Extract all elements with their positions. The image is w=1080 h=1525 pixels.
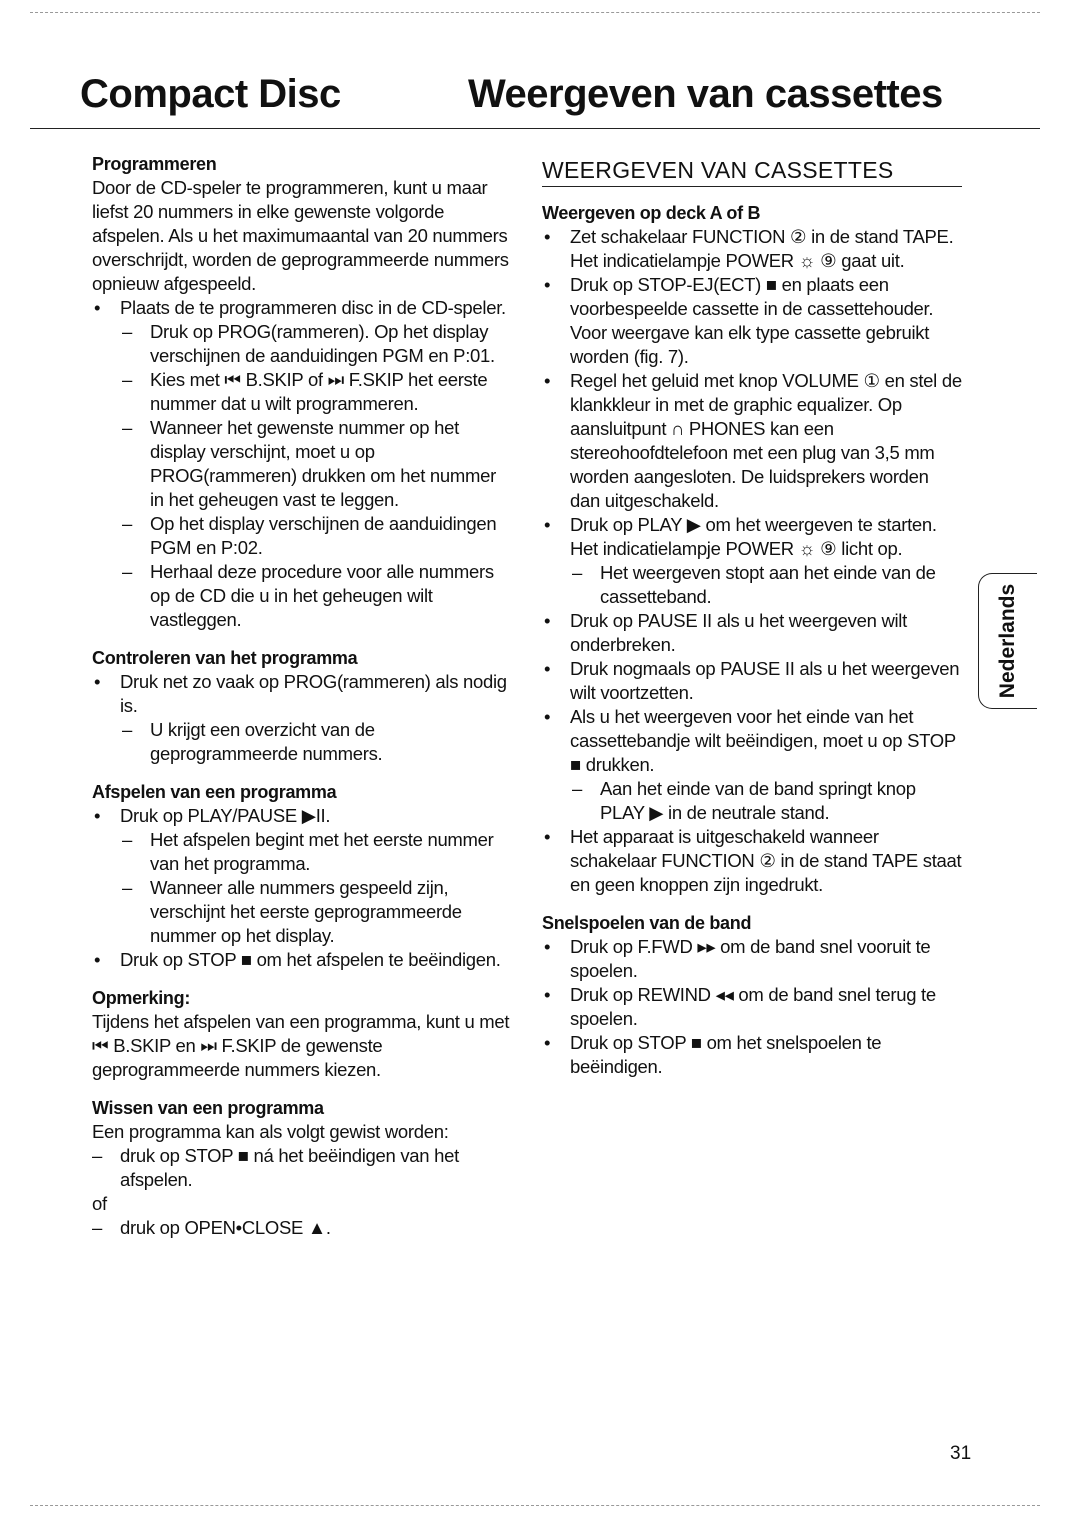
section bbox=[92, 1096, 512, 1240]
dash-item: – Druk op PROG(rammeren). Op het display verschijnen de aanduidingen PGM en P:01. bbox=[92, 320, 512, 368]
bullet-item: • Druk op PLAY/PAUSE ▶II. bbox=[92, 804, 512, 828]
bullet-item: • Druk op STOP-EJ(ECT) ■ en plaats een voorbespeelde cassette in de cassettehouder. Voor weergave kan elk type cassette gebruikt worden (fig. 7). bbox=[542, 273, 962, 369]
bullet-item: • Druk op PLAY ▶ om het weergeven te starten. Het indicatielampje POWER ☼ ⑨ licht op. bbox=[542, 513, 962, 561]
scan-artifact bbox=[30, 1505, 1040, 1506]
bullet-item: • Regel het geluid met knop VOLUME ① en stel de klankkleur in met de graphic equalizer. Op aansluitpunt ∩ PHONES kan een stereohoofdtelefoon met een plug van 3,5 mm worden aangesloten. De luidsprekers worden dan uitgeschakeld. bbox=[542, 369, 962, 513]
section-title-cassettes: Weergeven van cassettes bbox=[468, 72, 943, 116]
right-column bbox=[542, 158, 962, 1079]
bullet-item: • Het apparaat is uitgeschakeld wanneer schakelaar FUNCTION ② in de stand TAPE staat en geen knoppen zijn ingedrukt. bbox=[542, 825, 962, 897]
bullet-item: • Druk op REWIND ◂◂ om de band snel terug te spoelen. bbox=[542, 983, 962, 1031]
section-heading: Weergeven op deck A of B bbox=[542, 203, 761, 223]
bullet-item: • Druk nogmaals op PAUSE II als u het weergeven wilt voortzetten. bbox=[542, 657, 962, 705]
section-heading: Opmerking: bbox=[92, 988, 191, 1008]
bullet-item: • Druk op STOP ■ om het afspelen te beëindigen. bbox=[92, 948, 512, 972]
paragraph: Door de CD-speler te programmeren, kunt u maar liefst 20 nummers in elke gewenste volgorde afspelen. Als u het maximumaantal van 20 nummers overschrijdt, worden de geprogrammeerde nummers opnieuw afgespeeld. bbox=[92, 177, 509, 294]
dash-item: – Wanneer alle nummers gespeeld zijn, verschijnt het eerste geprogrammeerde nummer op het display. bbox=[92, 876, 512, 948]
section bbox=[92, 646, 512, 766]
dash-item: – Het weergeven stopt aan het einde van de cassetteband. bbox=[542, 561, 962, 609]
section-heading: Snelspoelen van de band bbox=[542, 913, 752, 933]
bullet-item: • Druk op PAUSE II als u het weergeven wilt onderbreken. bbox=[542, 609, 962, 657]
section-heading: Wissen van een programma bbox=[92, 1098, 324, 1118]
bullet-item: • Plaats de te programmeren disc in de CD-speler. bbox=[92, 296, 512, 320]
language-tab bbox=[978, 573, 1037, 709]
section bbox=[92, 780, 512, 972]
page-number: 31 bbox=[950, 1443, 972, 1464]
dash-item: – druk op STOP ■ ná het beëindigen van het afspelen. bbox=[92, 1144, 512, 1192]
section-title-compact-disc: Compact Disc bbox=[80, 72, 341, 116]
section bbox=[542, 911, 962, 1079]
dash-item: – Aan het einde van de band springt knop PLAY ▶ in de neutrale stand. bbox=[542, 777, 962, 825]
language-tab-label: Nederlands bbox=[996, 583, 1019, 699]
bullet-item: • Druk op F.FWD ▸▸ om de band snel vooruit te spoelen. bbox=[542, 935, 962, 983]
dash-item: – Het afspelen begint met het eerste nummer van het programma. bbox=[92, 828, 512, 876]
dash-item: – U krijgt een overzicht van de geprogrammeerde nummers. bbox=[92, 718, 512, 766]
dash-item: – Op het display verschijnen de aanduidingen PGM en P:02. bbox=[92, 512, 512, 560]
bullet-item: • Druk net zo vaak op PROG(rammeren) als nodig is. bbox=[92, 670, 512, 718]
dash-item: – Kies met ⏮ B.SKIP of ⏭ F.SKIP het eerste nummer dat u wilt programmeren. bbox=[92, 368, 512, 416]
dash-item: – Herhaal deze procedure voor alle nummers op de CD die u in het geheugen wilt vastleggen. bbox=[92, 560, 512, 632]
main-heading: WEERGEVEN VAN CASSETTES bbox=[542, 158, 962, 187]
scan-artifact bbox=[30, 12, 1040, 13]
section bbox=[92, 986, 512, 1082]
paragraph: Tijdens het afspelen van een programma, kunt u met ⏮ B.SKIP en ⏭ F.SKIP de gewenste geprogrammeerde nummers kiezen. bbox=[92, 1011, 510, 1080]
dash-item: – Wanneer het gewenste nummer op het display verschijnt, moet u op PROG(rammeren) drukken om het nummer in het geheugen vast te leggen. bbox=[92, 416, 512, 512]
section-heading: Programmeren bbox=[92, 154, 217, 174]
bullet-item: • Zet schakelaar FUNCTION ② in de stand TAPE. Het indicatielampje POWER ☼ ⑨ gaat uit. bbox=[542, 225, 962, 273]
title-rule bbox=[30, 128, 1040, 129]
section bbox=[542, 201, 962, 897]
left-column bbox=[92, 152, 512, 1240]
paragraph: of bbox=[92, 1193, 107, 1214]
bullet-item: • Druk op STOP ■ om het snelspoelen te beëindigen. bbox=[542, 1031, 962, 1079]
section bbox=[92, 152, 512, 632]
bullet-item: • Als u het weergeven voor het einde van het cassettebandje wilt beëindigen, moet u op STOP ■ drukken. bbox=[542, 705, 962, 777]
section-heading: Controleren van het programma bbox=[92, 648, 358, 668]
dash-item: – druk op OPEN•CLOSE ▲. bbox=[92, 1216, 512, 1240]
paragraph: Een programma kan als volgt gewist worden: bbox=[92, 1121, 449, 1142]
section-heading: Afspelen van een programma bbox=[92, 782, 337, 802]
